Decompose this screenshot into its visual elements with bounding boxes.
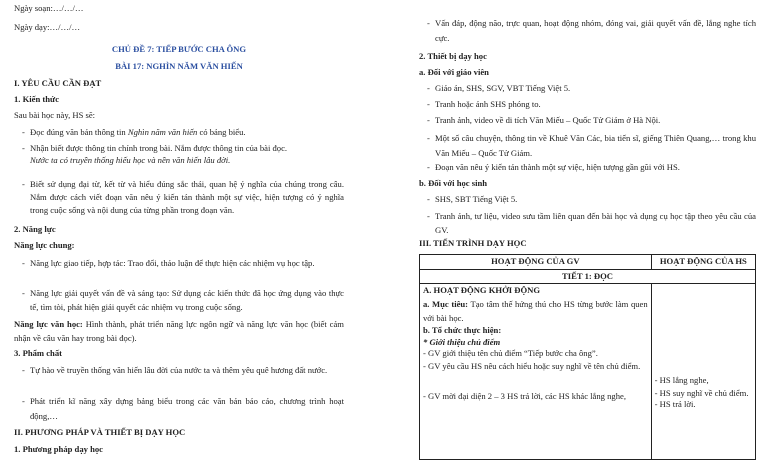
student-item-2: - Tranh ảnh, tư liệu, video sưu tầm liên quan đến bài học và dụng cụ học tập theo yêu cầu của GV. <box>419 210 756 238</box>
quality-item-1: - Tự hào về truyền thống văn hiến lâu đời của nước ta và thêm yêu quê hương đất nước. <box>14 363 344 378</box>
teacher-step-1: - GV giới thiệu tên chủ điểm “Tiếp bước cha ông”. <box>423 348 598 359</box>
teacher-item-1: - Giáo án, SHS, SGV, VBT Tiếng Việt 5. <box>419 83 756 95</box>
lesson-plan-table <box>419 254 756 460</box>
knowledge-item-1: - Đọc đúng văn bản thông tin Nghìn năm văn hiến có bảng biểu. <box>14 127 344 139</box>
section-heading-II: II. PHƯƠNG PHÁP VÀ THIẾT BỊ DẠY HỌC <box>14 427 186 437</box>
knowledge-item-2: - Nhận biết được thông tin chính trong bài. Nắm được thông tin của bài đọc. Nước ta có truyền thống hiếu học và nền văn hiến lâu đời. <box>14 143 344 166</box>
teacher-item-5: - Đoạn văn nêu ý kiến tán thành một sự việc, hiện tượng gần gũi với HS. <box>419 162 756 174</box>
section-heading-I: I. YÊU CẦU CẦN ĐẠT <box>14 78 102 88</box>
table-header-row <box>420 255 756 270</box>
teacher-step-2: - GV yêu cầu HS nêu cách hiểu hoặc suy nghĩ về tên chủ điểm. <box>423 361 641 372</box>
teacher-item-3: - Tranh ảnh, video về di tích Văn Miếu – Quốc Tử Giám ở Hà Nội. <box>419 115 756 127</box>
section-heading-III: III. TIẾN TRÌNH DẠY HỌC <box>419 238 527 248</box>
teacher-step-3: - GV mời đại diện 2 – 3 HS trả lời, các HS khác lắng nghe, <box>423 390 626 401</box>
heading-equipment: 2. Thiết bị dạy học <box>419 51 487 61</box>
heading-student: b. Đối với học sinh <box>419 178 488 188</box>
teacher-item-2: - Tranh hoặc ảnh SHS phóng to. <box>419 99 756 111</box>
student-activity-cell <box>651 284 755 460</box>
objective: a. Mục tiêu: Tạo tâm thế hứng thú cho HS từng bước làm quen với bài học. <box>423 298 648 323</box>
activity-heading: A. HOẠT ĐỘNG KHỞI ĐỘNG <box>423 285 541 296</box>
knowledge-item-3: - Biết sử dụng đại từ, kết từ và hiểu đúng sắc thái, quan hệ ý nghĩa của chúng trong câu. Nắm được cách viết đoạn văn nêu ý kiến tán thành một sự việc, hiện tượng có ý nghĩa trong cuộc sống và nội dung của từng phần trong đoạn văn. <box>14 178 344 217</box>
heading-knowledge: 1. Kiến thức <box>14 94 60 104</box>
table-row-period <box>420 269 756 284</box>
theme-title: CHỦ ĐỀ 7: TIẾP BƯỚC CHA ÔNG <box>111 44 247 54</box>
teacher-activity-cell <box>420 284 652 460</box>
method-item: - Vấn đáp, động não, trực quan, hoạt động nhóm, đóng vai, giải quyết vấn đề, lắng nghe tích cực. <box>419 16 756 45</box>
heading-competency: 2. Năng lực <box>14 224 56 234</box>
student-step-1: - HS lắng nghe, <box>654 375 709 386</box>
period-title: TIẾT 1: ĐỌC <box>420 269 756 284</box>
competency-item-1: - Năng lực giao tiếp, hợp tác: Trao đổi, thảo luận để thực hiện các nhiệm vụ học tập. <box>14 256 344 271</box>
student-item-1: - SHS, SBT Tiếng Việt 5. <box>419 194 756 206</box>
lesson-title: BÀI 17: NGHÌN NĂM VĂN HIẾN <box>115 61 243 71</box>
col-header-teacher: HOẠT ĐỘNG CỦA GV <box>420 255 652 270</box>
intro-text: Sau bài học này, HS sẽ: <box>14 110 96 120</box>
heading-method: 1. Phương pháp dạy học <box>14 444 103 454</box>
student-step-2: - HS suy nghĩ về chủ điểm. <box>654 387 749 398</box>
competency-item-2: - Năng lực giải quyết vấn đề và sáng tạo: Sử dụng các kiến thức đã học ứng dụng vào thực tế, tìm tòi, phát hiện giải quyết các nhiệm vụ trong cuộc sống. <box>14 287 344 315</box>
teacher-item-4: - Một số câu chuyện, thông tin về Khuê Văn Các, bia tiến sĩ, giếng Thiên Quang,… trong khu Văn Miếu – Quốc Tử Giám. <box>419 131 756 160</box>
organization-heading: b. Tổ chức thực hiện: <box>423 325 502 336</box>
student-step-3: - HS trả lời. <box>654 399 696 410</box>
general-competency-label: Năng lực chung: <box>14 240 75 250</box>
col-header-student: HOẠT ĐỘNG CỦA HS <box>651 255 755 270</box>
intro-theme-heading: * Giới thiệu chủ điểm <box>423 336 501 347</box>
heading-teacher: a. Đối với giáo viên <box>419 67 489 77</box>
heading-qualities: 3. Phẩm chất <box>14 348 62 358</box>
date-prepare: Ngày soạn:…/…/… <box>14 3 84 13</box>
literary-competency: Năng lực văn học: Hình thành, phát triển năng lực ngôn ngữ và năng lực văn học (biết cảm nhận về câu văn hay trong bài đọc). <box>14 319 344 343</box>
table-row-activity <box>420 284 756 460</box>
quality-item-2: - Phát triển kĩ năng xây dựng bảng biểu trong các văn bản báo cáo, chương trình hoạt động,… <box>14 394 344 423</box>
date-teach: Ngày dạy:…/…/… <box>14 22 81 32</box>
